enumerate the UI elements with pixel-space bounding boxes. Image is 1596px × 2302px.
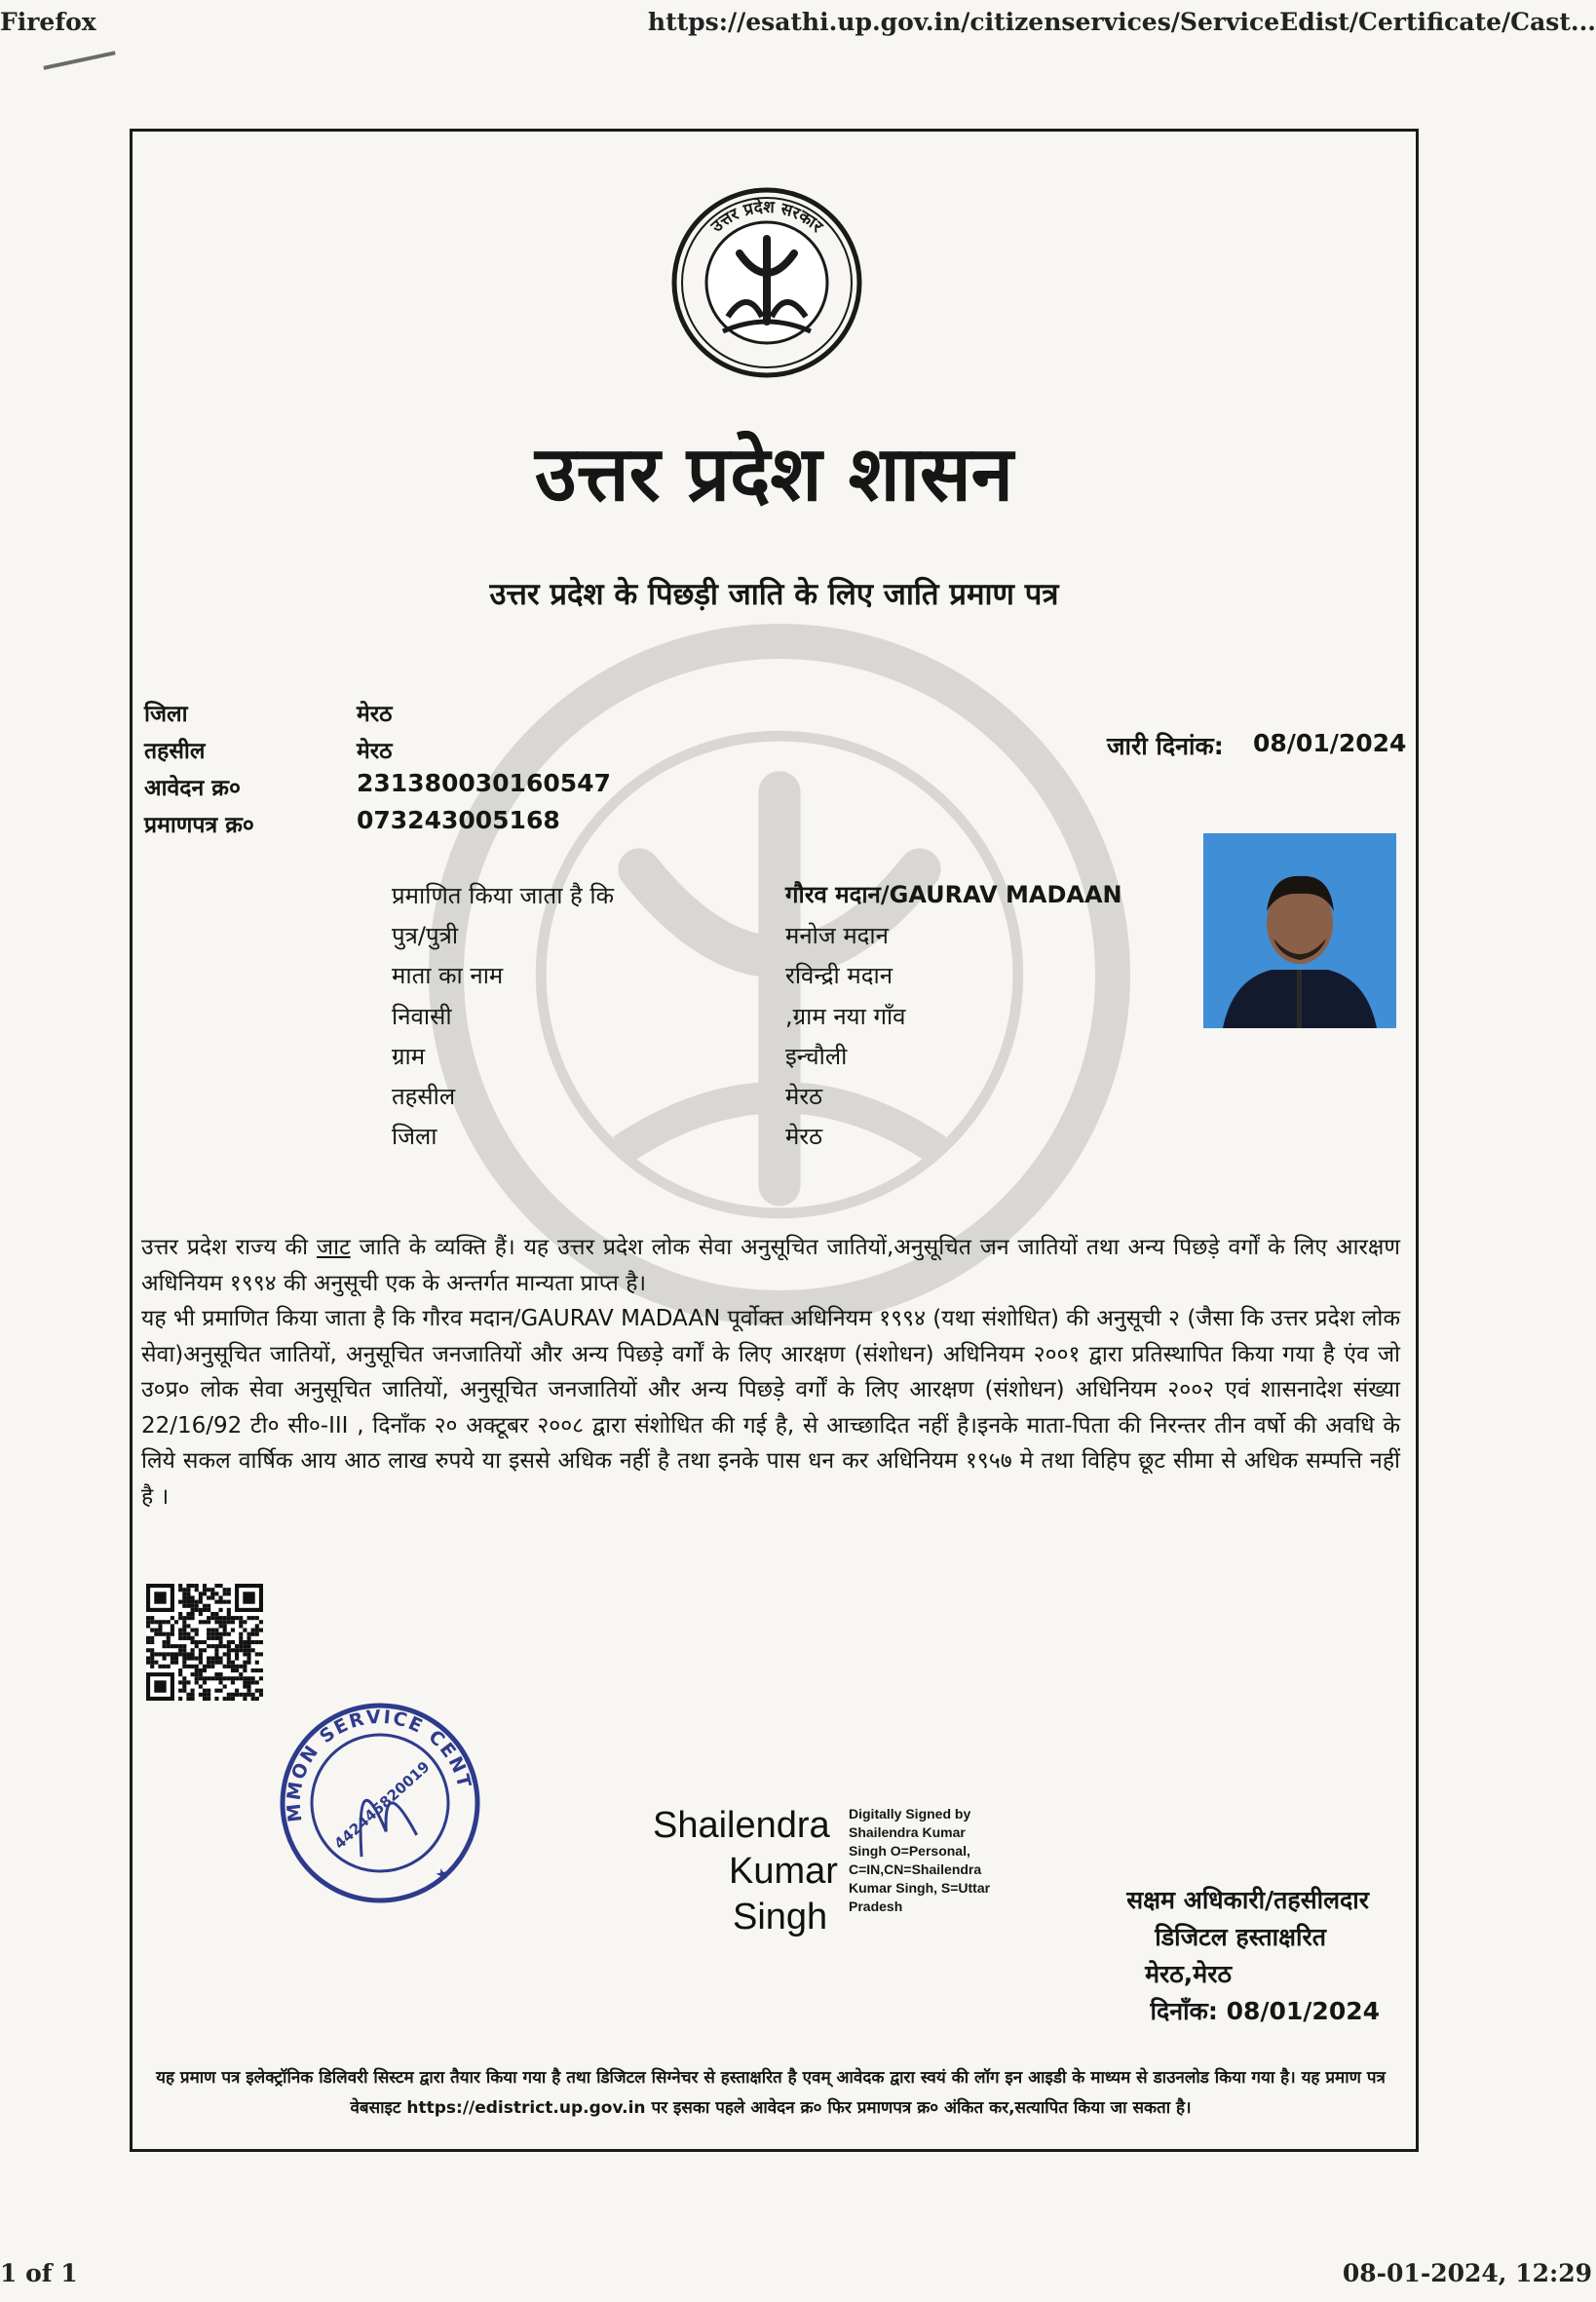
certificate-body	[141, 1230, 1400, 1515]
applicant-photo	[1203, 833, 1396, 1028]
browser-app-name: Firefox	[0, 8, 96, 36]
up-government-emblem	[669, 185, 864, 380]
signer-name-line-2: Kumar	[729, 1851, 838, 1892]
meta-label-tehsil: तहसील	[144, 739, 206, 764]
applicant-name: गौरव मदान/GAURAV MADAAN	[785, 881, 1122, 908]
issue-date: 08/01/2024	[1253, 729, 1407, 757]
certificate-number: 073243005168	[357, 806, 560, 834]
officer-date-block	[1151, 1994, 1380, 2027]
detail-label-tehsil: तहसील	[392, 1083, 456, 1110]
detail-label-village: ग्राम	[392, 1043, 426, 1070]
sig-detail-line: Singh O=Personal,	[849, 1843, 970, 1859]
detail-label-certified: प्रमाणित किया जाता है कि	[392, 882, 615, 909]
officer-place: मेरठ,मेरठ	[1145, 1960, 1232, 1988]
body-paragraph-1	[141, 1230, 1400, 1301]
svg-text:उत्तर प्रदेश सरकार: उत्तर प्रदेश सरकार	[707, 197, 827, 237]
sig-detail-line: Shailendra Kumar	[849, 1824, 966, 1840]
issue-date-label: जारी दिनांक:	[1107, 732, 1224, 760]
csc-stamp	[273, 1696, 487, 1910]
watermark-emblem	[429, 624, 1130, 1325]
officer-digitally-signed: डिजिटल हस्ताक्षरित	[1155, 1923, 1326, 1951]
father-name: मनोज मदान	[785, 922, 889, 949]
detail-label-district: जिला	[392, 1123, 437, 1150]
footnote: यह प्रमाण पत्र इलेक्ट्रॉनिक डिलिवरी सिस्टम द्वारा तैयार किया गया है तथा डिजिटल सिग्नेचर से हस्ताक्षरित है एवम् आवेदक द्वारा स्वयं की लॉग इन आइडी के माध्यम से डाउनलोड किया गया है। यह प्रमाण पत्र वेबसाइट https://edistrict.up.gov.in पर इसका पहले आवेदन क्र० फिर प्रमाणपत्र क्र० अंकित कर,सत्यापित किया जा सकता है।	[156, 2068, 1386, 2118]
village-value: इन्चौली	[785, 1043, 848, 1070]
resident-value: ,ग्राम नया गाँव	[785, 1003, 906, 1030]
qr-code[interactable]	[146, 1584, 263, 1701]
page-count: 1 of 1	[0, 2259, 78, 2287]
detail-label-mother: माता का नाम	[392, 962, 504, 989]
certificate-subtitle: उत्तर प्रदेश के पिछड़ी जाति के लिए जाति प्रमाण पत्र	[489, 577, 1059, 612]
print-datetime: 08-01-2024, 12:29	[1342, 2259, 1592, 2287]
body-p1-start: उत्तर प्रदेश राज्य की	[141, 1235, 318, 1260]
caste-name: जाट	[317, 1235, 351, 1260]
digital-signature-details	[849, 1805, 990, 1916]
meta-label-district: जिला	[144, 702, 188, 727]
detail-label-resident: निवासी	[392, 1003, 452, 1030]
body-p1-end: जाति के व्यक्ति हैं। यह उत्तर प्रदेश लोक सेवा अनुसूचित जातियों,अनुसूचित जन जातियों तथा अन्य पिछड़े वर्गों के लिए आरक्षण अधिनियम १९९४ की अनुसूची एक के अन्तर्गत मान्यता प्राप्त है।	[141, 1235, 1401, 1296]
svg-text:COMMON SERVICE CENTER: COMMON SERVICE CENTER	[283, 1706, 475, 1823]
svg-text:★: ★	[433, 1863, 451, 1885]
officer-designation: सक्षम अधिकारी/तहसीलदार	[1126, 1886, 1369, 1914]
meta-label-application-no: आवेदन क्र०	[144, 776, 241, 801]
sig-detail-line: C=IN,CN=Shailendra	[849, 1861, 982, 1877]
application-number: 231380030160547	[357, 769, 611, 797]
page-url[interactable]: https://esathi.up.gov.in/citizenservices/ServiceEdist/Certificate/Cast...	[647, 8, 1596, 36]
meta-label-certificate-no: प्रमाणपत्र क्र०	[144, 813, 254, 838]
officer-date-label: दिनाँक:	[1150, 1997, 1218, 2025]
mother-name: रविन्द्री मदान	[785, 962, 893, 989]
meta-value-district: मेरठ	[357, 702, 393, 727]
tehsil-value: मेरठ	[785, 1083, 823, 1110]
sig-detail-line: Digitally Signed by	[849, 1806, 971, 1822]
svg-text:442445820019: 442445820019	[330, 1757, 434, 1853]
officer-date: 08/01/2024	[1226, 1997, 1380, 2025]
sig-detail-line: Kumar Singh, S=Uttar	[849, 1880, 991, 1896]
signer-name-line-1: Shailendra	[653, 1805, 830, 1846]
signer-name-line-3: Singh	[733, 1897, 828, 1938]
pen-mark	[43, 51, 115, 70]
meta-value-tehsil: मेरठ	[357, 739, 393, 764]
body-paragraph-2: यह भी प्रमाणित किया जाता है कि गौरव मदान/GAURAV MADAAN पूर्वोक्त अधिनियम १९९४ (यथा संशोधित) की अनुसूची २ (जैसा कि उत्तर प्रदेश लोक सेवा)अनुसूचित जातियों, अनुसूचित जनजातियों और अन्य पिछड़े वर्गों के लिए आरक्षण (संशोधन) अधिनियम २००१ द्वारा प्रतिस्थापित किया गया है एंव जो उ०प्र० लोक सेवा अनुसूचित जातियों, अनुसूचित जनजातियों और अन्य पिछड़े वर्गों के लिए आरक्षण (संशोधन) अधिनियम २००२ एवं शासनादेश संख्या 22/16/92 टी० सी०-III , दिनाँक २० अक्टूबर २००८ द्वारा संशोधित की गई है, से आच्छादित नहीं है।इनके माता-पिता की निरन्तर तीन वर्षो की अवधि के लिये सकल वार्षिक आय आठ लाख रुपये या इससे अधिक नहीं है तथा इनके पास धन कर अधिनियम १९५७ मे तथा विहिप छूट सीमा से अधिक सम्पत्ति नहीं है ।	[141, 1306, 1400, 1510]
main-title: उत्तर प्रदेश शासन	[535, 430, 1013, 518]
sig-detail-line: Pradesh	[849, 1899, 903, 1914]
detail-label-son-daughter: पुत्र/पुत्री	[392, 922, 459, 949]
district-value: मेरठ	[785, 1123, 823, 1150]
